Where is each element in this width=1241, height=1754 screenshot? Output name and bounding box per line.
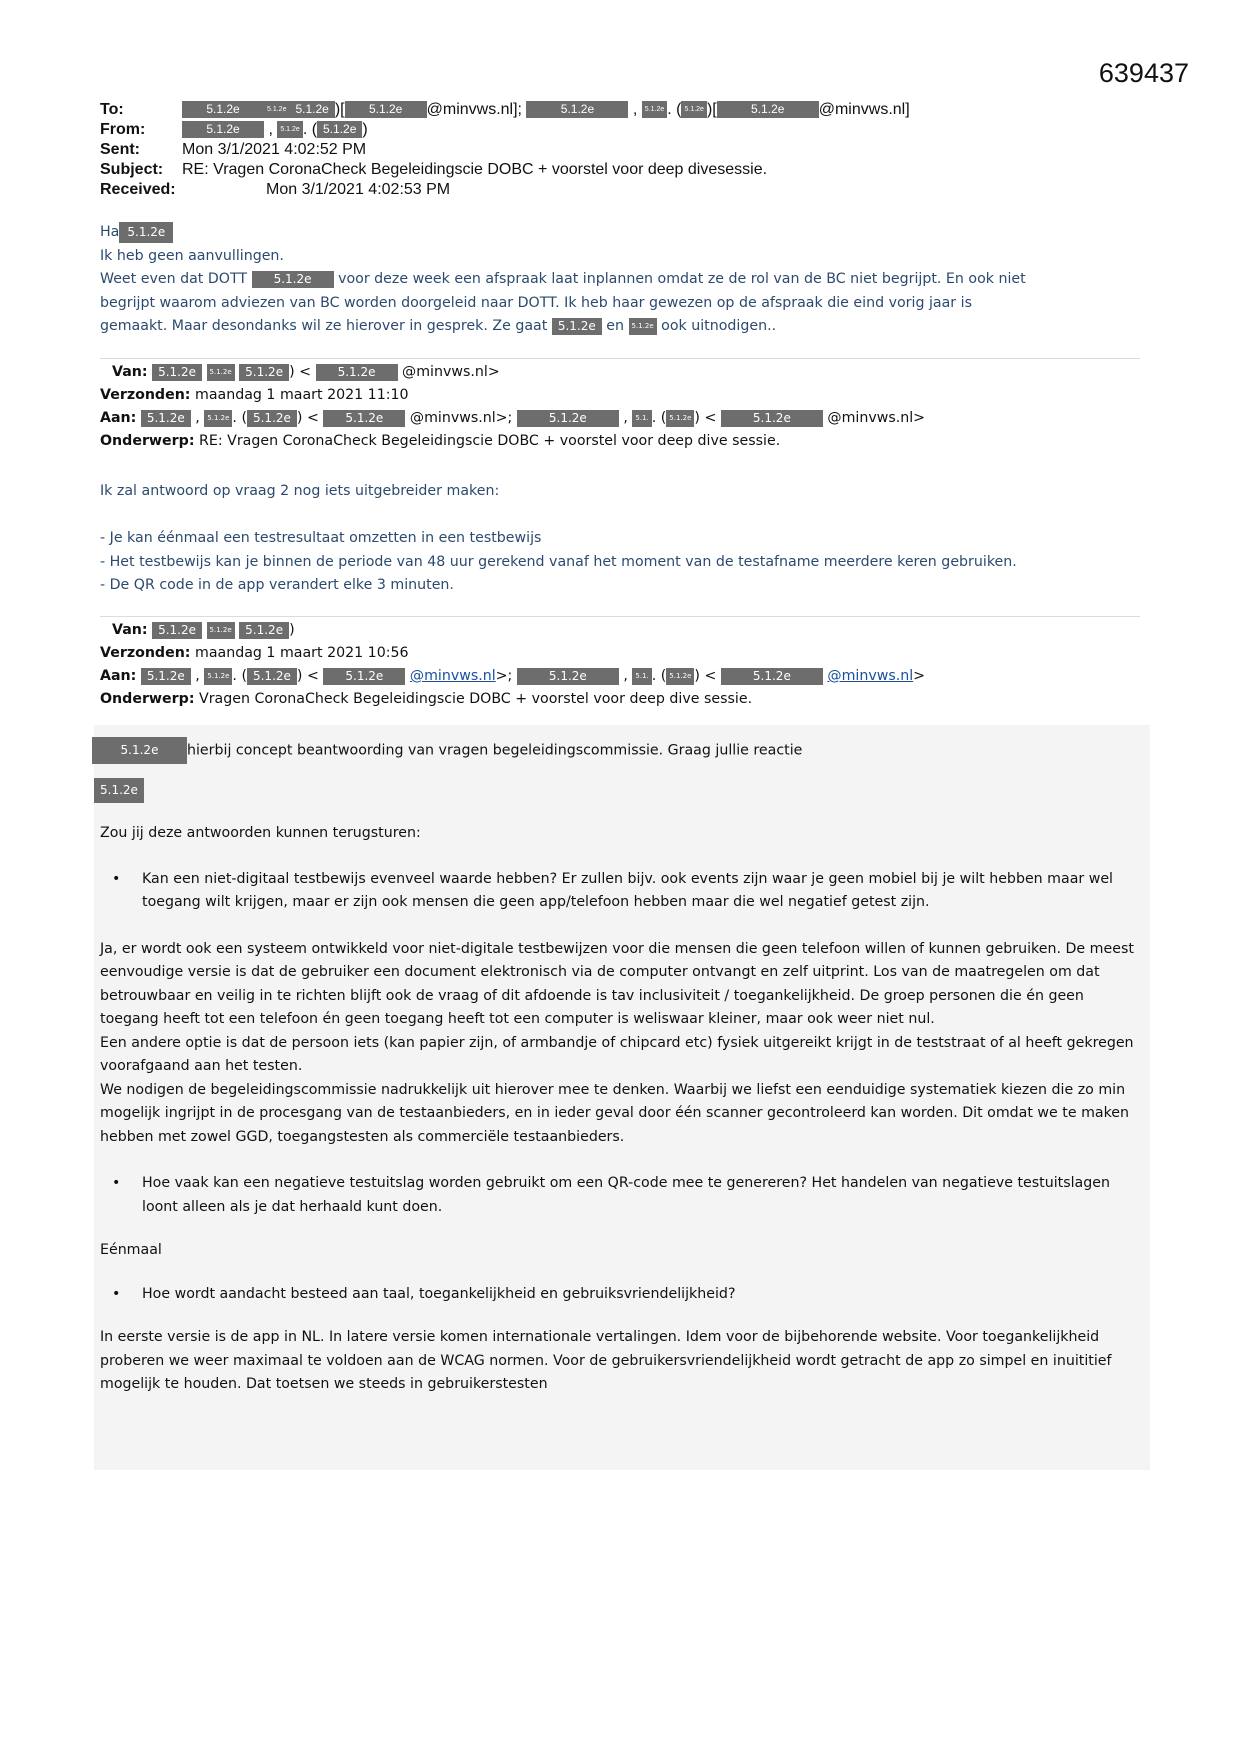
redaction-box: 5.1.2e (204, 410, 232, 427)
onderwerp-label: Onderwerp: (100, 433, 195, 449)
greeting: Ha (100, 224, 120, 240)
from-row: From: 5.1.2e , 5.1.2e . ( 5.1.2e ) (100, 121, 368, 138)
onderwerp-value: RE: Vragen CoronaCheck Begeleidingscie DOBC + voorstel voor deep dive sessie. (199, 433, 781, 449)
from-label: From: (100, 121, 146, 138)
redaction-box: 5.1.2e (642, 101, 667, 118)
redaction-box: 5.1.2e (277, 121, 302, 138)
redaction-box: 5.1.2e (517, 410, 619, 427)
reply-text: ook uitnodigen.. (661, 318, 777, 334)
aan-label: Aan: (100, 410, 137, 426)
question-item: • Kan een niet-digitaal testbewijs evenveel waarde hebben? Er zullen bijv. ook events zijn waar je geen mobiel bij je wilt hebben maar wel toegang wilt krijgen, maar er zijn ook mensen die geen app/telefoon hebben maar die wel negatief getest zijn. (100, 868, 1136, 915)
reply-text: en (606, 318, 624, 334)
sent-label: Sent: (100, 141, 140, 158)
spacer (100, 504, 1140, 528)
redaction-box: 5.1.2e (526, 101, 628, 118)
reply-line (100, 315, 1140, 339)
document-number: 639437 (1098, 58, 1189, 88)
reply-greeting-line (100, 221, 1140, 245)
reply-text: voor deze week een afspraak laat inplannen omdat ze de rol van de BC niet begrijpt. En ook niet (338, 271, 1026, 287)
msg3-header (100, 619, 925, 711)
reply-text: Weet even dat DOTT (100, 271, 248, 287)
verzonden-row (100, 384, 925, 407)
redaction-box: 5.1.2e (119, 222, 173, 243)
aan-email: @minvws.nl>; (409, 410, 513, 426)
reply-text: gemaakt. Maar desondanks wil ze hierover in gesprek. Ze gaat (100, 318, 548, 334)
redaction-box: 5.1.2e (316, 364, 398, 381)
msg2-point: - Het testbewijs kan je binnen de periode van 48 uur gerekend vanaf het moment van de testafname meerdere keren gebruiken. (100, 553, 1017, 570)
onderwerp-value: Vragen CoronaCheck Begeleidingscie DOBC + voorstel voor deep dive sessie. (199, 691, 753, 707)
van-row: Van: 5.1.2e 5.1.2e 5.1.2e ) < 5.1.2e @minvws.nl> (112, 364, 500, 380)
to-email-2: @minvws.nl] (818, 101, 910, 118)
redaction-box: 5.1.2e (152, 622, 202, 639)
reply-line: Ik heb geen aanvullingen. (100, 247, 284, 264)
redaction-box: 5.1.2e (289, 101, 334, 118)
redaction-box: 5.1.2e (666, 410, 694, 427)
msg2-intro: Ik zal antwoord op vraag 2 nog iets uitgebreider maken: (100, 483, 500, 499)
redaction-box: 5.1.2e (247, 410, 297, 427)
redaction-box: 5.1.2e (666, 668, 694, 685)
redaction-box: 5.1.2e (141, 410, 191, 427)
received-value: Mon 3/1/2021 4:02:53 PM (266, 181, 451, 198)
redaction-box: 5.1.2e (681, 101, 706, 118)
aan-email: @minvws.nl> (827, 410, 926, 426)
to-label: To: (100, 101, 124, 118)
redaction-box: 5.1.2e (323, 410, 405, 427)
reply-body (100, 221, 1140, 339)
answer-paragraph: Eénmaal (100, 1242, 162, 1258)
verzonden-label: Verzonden: (100, 387, 191, 403)
redaction-box: 5.1.2e (207, 622, 235, 639)
spacer (100, 915, 1140, 938)
redaction-box: 5.1.2e (239, 364, 289, 381)
received-row (100, 180, 910, 200)
to-row: To: 5.1.2e 5.1.2e 5.1.2e )[ 5.1.2e @minvws.nl]; 5.1.2e , 5.1.2e . ( 5.1.2e )[ 5.1.2e @minvws.nl] (100, 101, 910, 118)
separator (100, 616, 1140, 617)
onderwerp-label: Onderwerp: (100, 691, 195, 707)
redaction-box: 5.1.2e (717, 101, 819, 118)
onderwerp-row (100, 430, 925, 453)
msg2-body (100, 480, 1140, 598)
redaction-box: 5.1.2e (552, 318, 602, 335)
redaction-box: 5.1.2e (207, 364, 235, 381)
redaction-box: 5.1.2e (152, 364, 202, 381)
sent-value: Mon 3/1/2021 4:02:52 PM (182, 141, 367, 158)
msg2-point: - De QR code in de app verandert elke 3 minuten. (100, 577, 454, 593)
verzonden-label: Verzonden: (100, 645, 191, 661)
redaction-box: 5.1.2e (94, 778, 144, 803)
sent-row (100, 140, 910, 160)
onderwerp-row (100, 688, 925, 711)
redaction-box: 5.1.2e (252, 271, 334, 288)
reply-line (100, 268, 1140, 292)
msg3-body (100, 822, 1140, 1397)
redaction-box: 5.1.2e (317, 121, 362, 138)
question-item: • Hoe vaak kan een negatieve testuitslag worden gebruikt om een QR-code mee te genereren? Het handelen van negatieve testuitslagen loont alleen als je dat herhaald kunt doen. (100, 1172, 1140, 1219)
aan-email-link[interactable]: @minvws.nl (409, 668, 496, 684)
redaction-box: 5.1.2e (517, 668, 619, 685)
redaction-box: 5.1.2e (92, 737, 187, 764)
redaction-box: 5.1. (632, 668, 651, 685)
question-item: • Hoe wordt aandacht besteed aan taal, toegankelijkheid en gebruiksvriendelijkheid? (100, 1283, 1140, 1307)
redaction-box: 5.1.2e (721, 410, 823, 427)
subject-label: Subject: (100, 161, 164, 178)
verzonden-value: maandag 1 maart 2021 10:56 (195, 645, 409, 661)
msg3-sign-line (100, 778, 1140, 803)
answer-paragraph: Ja, er wordt ook een systeem ontwikkeld voor niet-digitale testbewijzen voor die mensen die geen telefoon willen of kunnen gebruiken. De meest eenvoudige versie is dat de gebruiker een document elektronisch via de computer ontvangt en zelf uitprint. Los van de maatregelen om dat betrouwbaar en veilig in te richten blijft ook de vraag of dit afdoende is tav inclusiviteit / toegankelijkheid. De groep personen die én geen toegang heeft tot een telefoon én geen toegang heeft tot een computer is weliswaar kleiner, maar ook weer niet nul. (100, 940, 1134, 1027)
subject-row (100, 160, 910, 180)
van-email: @minvws.nl> (402, 364, 500, 380)
spacer (100, 1263, 1140, 1283)
aan-label: Aan: (100, 668, 137, 684)
van-label: Van: (112, 364, 148, 380)
van-label: Van: (112, 622, 148, 638)
aan-row: Aan: 5.1.2e , 5.1.2e . ( 5.1.2e ) < 5.1.2e @minvws.nl>; 5.1.2e , 5.1. . ( 5.1.2e ) < 5.1.2e @minvws.nl> (100, 410, 926, 426)
spacer (100, 1149, 1140, 1172)
van-row: Van: 5.1.2e 5.1.2e 5.1.2e ) (112, 622, 295, 638)
msg2-point: - Je kan éénmaal een testresultaat omzetten in een testbewijs (100, 530, 542, 546)
question-intro: Zou jij deze antwoorden kunnen terugsturen: (100, 825, 421, 841)
redaction-box: 5.1.2e (239, 622, 289, 639)
redaction-box: 5.1.2e (182, 121, 264, 138)
question-list (100, 1172, 1140, 1219)
question-list (100, 1283, 1140, 1307)
msg3-intro: hierbij concept beantwoording van vragen begeleidingscommissie. Graag jullie reactie (187, 742, 803, 759)
redaction-box: 5.1.2e (204, 668, 232, 685)
msg2-header (100, 361, 925, 453)
verzonden-row (100, 642, 925, 665)
spacer (100, 1219, 1140, 1239)
question-list (100, 868, 1140, 915)
spacer (100, 1306, 1140, 1326)
redaction-box: 5.1.2e (345, 101, 427, 118)
answer-paragraph: We nodigen de begeleidingscommissie nadrukkelijk uit hierover mee te denken. Waarbij we liefst een eenduidige systematiek kiezen die zo min mogelijk ingrijpt in de procesgang van de testaanbieders, en in ieder geval door één scanner gecontroleerd kan worden. Dit omdat we te maken hebben met zowel GGD, toegangstesten als commerciële testaanbieders. (100, 1081, 1130, 1145)
received-label: Received: (100, 181, 176, 198)
redaction-box: 5.1.2e (323, 668, 405, 685)
redaction-box: 5.1.2e (247, 668, 297, 685)
redaction-box: 5.1. (632, 410, 651, 427)
redaction-box: 5.1.2e (182, 101, 264, 118)
verzonden-value: maandag 1 maart 2021 11:10 (195, 387, 409, 403)
spacer (100, 846, 1140, 868)
aan-email-link[interactable]: @minvws.nl (827, 668, 914, 684)
separator (100, 358, 1140, 359)
redaction-box: 5.1.2e (141, 668, 191, 685)
answer-paragraph: Een andere optie is dat de persoon iets (kan papier zijn, of armbandje of chipcard etc) fysiek uitgereikt krijgt in de teststraat of al heeft gekregen voorafgaand aan het testen. (100, 1034, 1134, 1074)
email-header (100, 100, 910, 200)
aan-row: Aan: 5.1.2e , 5.1.2e . ( 5.1.2e ) < 5.1.2e @minvws.nl>; 5.1.2e , 5.1. . ( 5.1.2e ) < 5.1.2e @minvws.nl> (100, 668, 926, 684)
redaction-box: 5.1.2e (264, 101, 289, 118)
redaction-box: 5.1.2e (721, 668, 823, 685)
subject-value: RE: Vragen CoronaCheck Begeleidingscie DOBC + voorstel voor deep divesessie. (182, 161, 768, 178)
msg3-intro-line (100, 737, 1140, 764)
to-email-1: @minvws.nl]; (426, 101, 522, 118)
redaction-box: 5.1.2e (629, 318, 657, 335)
answer-paragraph: In eerste versie is de app in NL. In latere versie komen internationale vertalingen. Idem voor de bijbehorende website. Voor toegankelijkheid proberen we weer maximaal te voldoen aan de WCAG normen. Voor de gebruikersvriendelijkheid wordt getracht de app zo simpel en inuititief mogelijk te houden. Dat toetsen we steeds in gebruikerstesten (100, 1329, 1112, 1392)
reply-line: begrijpt waarom adviezen van BC worden doorgeleid naar DOTT. Ik heb haar gewezen op de afspraak die eind vorig jaar is (100, 294, 972, 311)
